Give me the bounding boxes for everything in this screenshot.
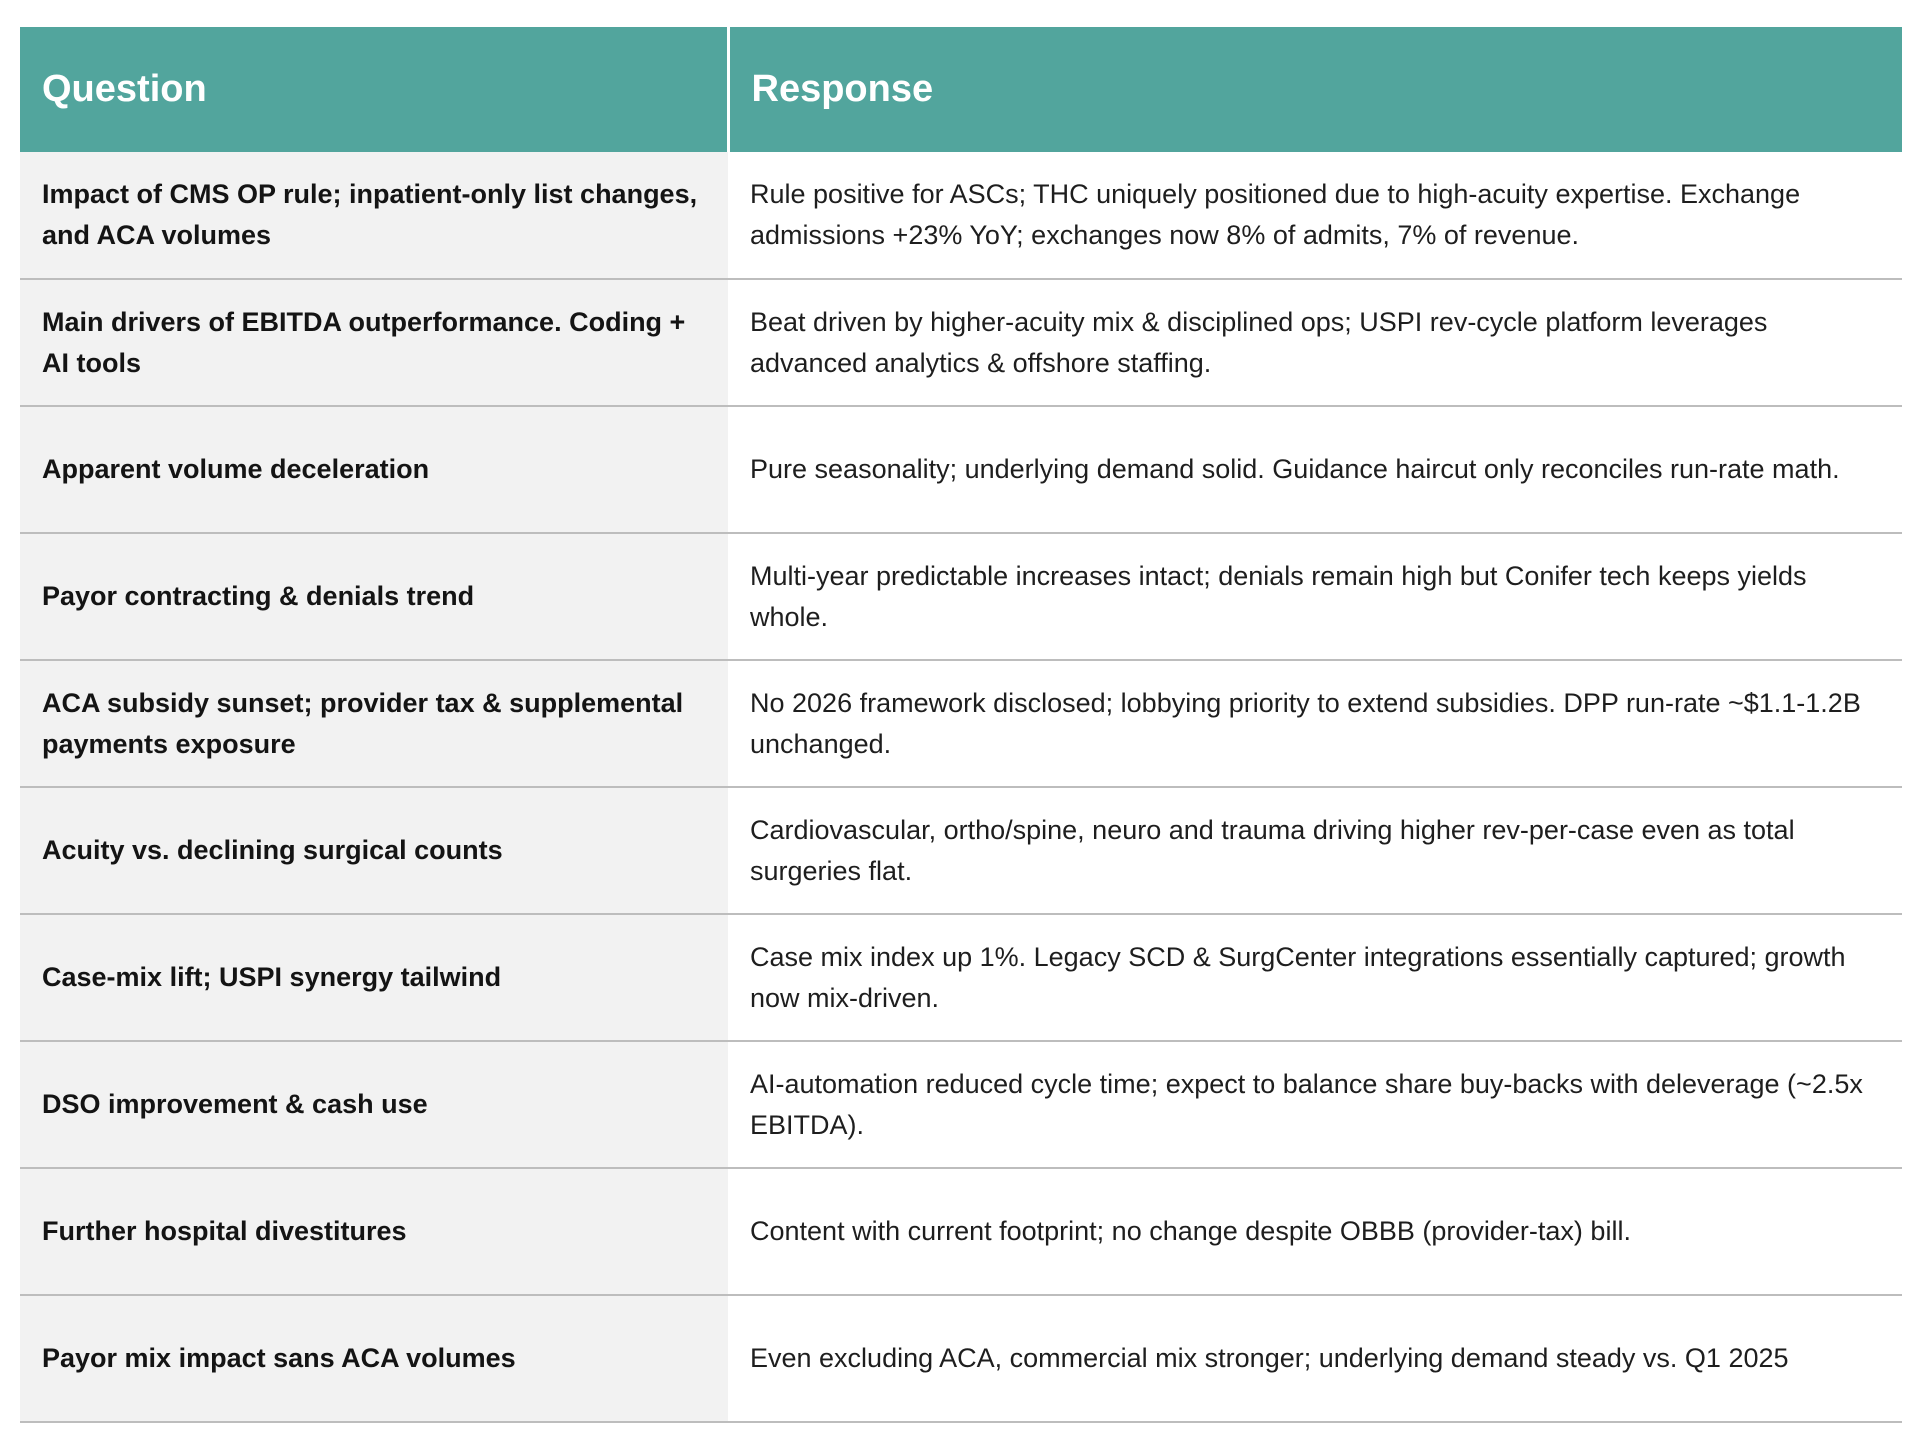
response-cell: Content with current footprint; no change despite OBBB (provider-tax) bill.	[728, 1168, 1902, 1295]
table-row	[20, 787, 1902, 914]
question-cell: Payor mix impact sans ACA volumes	[20, 1295, 728, 1422]
response-cell: Even excluding ACA, commercial mix stronger; underlying demand steady vs. Q1 2025	[728, 1295, 1902, 1422]
question-cell: Impact of CMS OP rule; inpatient-only list changes, and ACA volumes	[20, 152, 728, 279]
qa-table-container	[20, 27, 1902, 1423]
table-header	[20, 27, 1902, 152]
response-cell: Case mix index up 1%. Legacy SCD & SurgCenter integrations essentially captured; growth now mix-driven.	[728, 914, 1902, 1041]
question-cell: ACA subsidy sunset; provider tax & supplemental payments exposure	[20, 660, 728, 787]
response-cell: Beat driven by higher-acuity mix & disciplined ops; USPI rev-cycle platform leverages advanced analytics & offshore staffing.	[728, 279, 1902, 406]
response-cell: Rule positive for ASCs; THC uniquely positioned due to high-acuity expertise. Exchange admissions +23% YoY; exchanges now 8% of admits, 7% of revenue.	[728, 152, 1902, 279]
question-cell: Acuity vs. declining surgical counts	[20, 787, 728, 914]
question-cell: DSO improvement & cash use	[20, 1041, 728, 1168]
response-cell: AI-automation reduced cycle time; expect to balance share buy-backs with deleverage (~2.5x EBITDA).	[728, 1041, 1902, 1168]
question-cell: Apparent volume deceleration	[20, 406, 728, 533]
table-row	[20, 406, 1902, 533]
table-row	[20, 279, 1902, 406]
question-cell: Main drivers of EBITDA outperformance. Coding + AI tools	[20, 279, 728, 406]
table-row	[20, 660, 1902, 787]
response-cell: Multi-year predictable increases intact; denials remain high but Conifer tech keeps yields whole.	[728, 533, 1902, 660]
question-cell: Payor contracting & denials trend	[20, 533, 728, 660]
qa-table	[20, 27, 1902, 1423]
table-body	[20, 152, 1902, 1422]
response-cell: No 2026 framework disclosed; lobbying priority to extend subsidies. DPP run-rate ~$1.1-1.2B unchanged.	[728, 660, 1902, 787]
question-cell: Further hospital divestitures	[20, 1168, 728, 1295]
table-row	[20, 914, 1902, 1041]
table-row	[20, 152, 1902, 279]
header-row	[20, 27, 1902, 152]
response-cell: Pure seasonality; underlying demand solid. Guidance haircut only reconciles run-rate math.	[728, 406, 1902, 533]
table-row	[20, 1041, 1902, 1168]
response-cell: Cardiovascular, ortho/spine, neuro and trauma driving higher rev-per-case even as total surgeries flat.	[728, 787, 1902, 914]
response-column-header: Response	[728, 27, 1902, 152]
question-column-header: Question	[20, 27, 728, 152]
question-cell: Case-mix lift; USPI synergy tailwind	[20, 914, 728, 1041]
table-row	[20, 1168, 1902, 1295]
table-row	[20, 1295, 1902, 1422]
table-row	[20, 533, 1902, 660]
